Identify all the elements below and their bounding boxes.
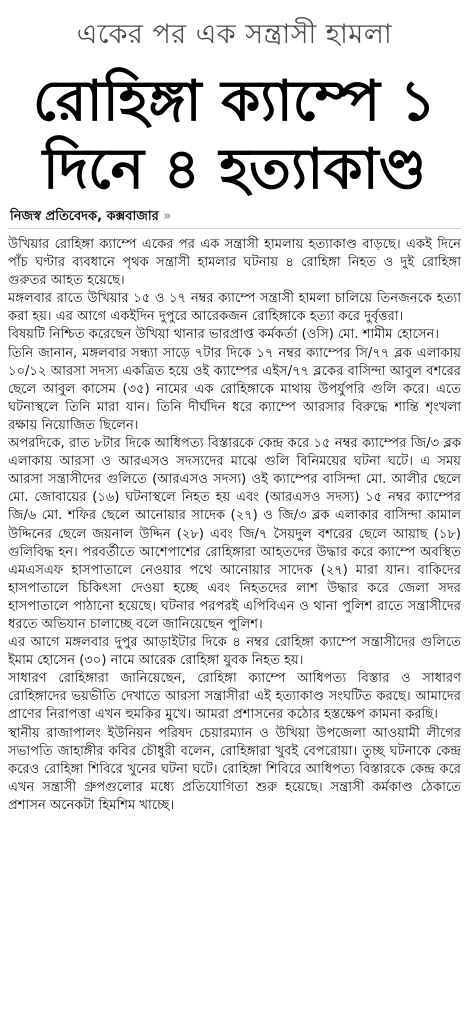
byline [10,208,459,226]
paragraph: অপরদিকে, রাত ৮টার দিকে আধিপত্য বিস্তারকে কেন্দ্র করে ১৫ নম্বর ক্যাম্পের জি/৩ ব্লক এলাকায় আরসা ও আরএসও সদস্যদের মাঝে গুলি বিনিময়ের ঘটনা ঘটে। এ সময় আরসা সন্ত্রাসীদের গুলিতে (আরএসও সদস্য) ওই ক্যাম্পের বাসিন্দা মো. আলীর ছেলে মো. জোবায়ের (১৬) ঘটনাস্থলে নিহত হয় এবং (আরএসও সদস্য) ১৫ নম্বর ক্যাম্পের জি/৬ মো. শফির ছেলে আনোয়ার সাদেক (২৭) ও জি/৩ ব্লক এলাকার বাসিন্দা কামাল উদ্দিনের ছেলে জয়নাল উদ্দিন (২৮) এবং জি/৭ সৈয়দুল বশরের ছেলে আয়াছ (১৮) গুলিবিদ্ধ হন। পরবর্তীতে আশেপাশের রোহিঙ্গারা আহতদের উদ্ধার করে ক্যাম্পে অবস্থিত এমএসএফ হাসপাতালে নেওয়ার পথে আনোয়ার সাদেক (২৭) মারা যান। বাকিদের হাসপাতালে চিকিৎসা দেওয়া হচ্ছে এবং নিহতদের লাশ উদ্ধার করে জেলা সদর হাসপাতালে পাঠানো হয়েছে। ঘটনার পরপরই এপিবিএন ও থানা পুলিশ রাতে সন্ত্রাসীদের ধরতে অভিযান চালাচ্ছে বলে জানিয়েছেন পুলিশ। [8,436,461,632]
headline-line-2: দিনে ৪ হত্যাকাণ্ড [42,137,427,202]
paragraph: সাধারণ রোহিঙ্গারা জানিয়েছেন, রোহিঙ্গা ক্যাম্পে আধিপত্য বিস্তার ও সাধারণ রোহিঙ্গাদের ভয়ভীতি দেখাতে আরসা সন্ত্রাসীরা এই হত্যাকাণ্ড সংঘটিত করছে। আমাদের প্রাণের নিরাপত্তা এখন হুমকির মুখে। আমরা প্রশাসনের কঠোর হস্তক্ষেপ কামনা করছি। [8,671,461,723]
byline-divider [8,228,461,229]
paragraph: উখিয়ার রোহিঙ্গা ক্যাম্পে একের পর এক সন্ত্রাসী হামলায় হত্যাকাণ্ড বাড়ছে। একই দিনে পাঁচ ঘণ্টার ব্যবধানে পৃথক সন্ত্রাসী হামলার ঘটনায় ৪ রোহিঙ্গা নিহত ও দুই রোহিঙ্গা গুরুতর আহত হয়েছে। [8,237,461,289]
article-body [8,236,461,815]
paragraph: তিনি জানান, মঙ্গলবার সন্ধ্যা সাড়ে ৭টার দিকে ১৭ নম্বর ক্যাম্পের সি/৭৭ ব্লক এলাকায় ১০/১২ আরসা সদস্য একত্রিত হয়ে ওই ক্যাম্পের এইস/৭৭ ব্লকের বাসিন্দা আবুল বশরের ছেলে আবুল কাসেম (৩৫) নামের এক রোহিঙ্গাকে মাথায় উপর্যুপরি গুলি করে। এতে ঘটনাস্থলে তিনি মারা যান। তিনি দীর্ঘদিন ধরে ক্যাম্পে আরসার বিরুদ্ধে শান্তি শৃংখলা রক্ষায় নিয়োজিত ছিলেন। [8,345,461,433]
main-headline [6,68,463,204]
headline-line-1: রোহিঙ্গা ক্যাম্পে ১ [33,69,436,134]
byline-text: নিজস্ব প্রতিবেদক, কক্সবাজার [10,209,159,224]
paragraph: স্থানীয় রাজাপালং ইউনিয়ন পরিষদ চেয়ারম্যান ও উখিয়া উপজেলা আওয়ামী লীগের সভাপতি জাহাঙ্গীর কবির চৌধুরী বলেন, রোহিঙ্গারা খুবই বেপরোয়া। তুচ্ছ ঘটনাকে কেন্দ্র করেও রোহিঙ্গা শিবিরে খুনের ঘটনা ঘটে। রোহিঙ্গা শিবিরে আধিপত্য বিস্তারকে কেন্দ্র করে এখন সন্ত্রাসী গ্রুপগুলোর মধ্যে প্রতিযোগিতা শুরু হয়েছে। সন্ত্রাসী কর্মকাণ্ড ঠেকাতে প্রশাসন অনেকটা হিমশিম খাচ্ছে। [8,725,461,813]
kicker-headline: একের পর এক সন্ত্রাসী হামলা [76,19,393,50]
byline-arrow-icon: » [163,209,172,224]
paragraph: এর আগে মঙ্গলবার দুপুর আড়াইটার দিকে ৪ নম্বর রোহিঙ্গা ক্যাম্পে সন্ত্রাসীদের গুলিতে ইমাম হোসেন (৩০) নামে আরেক রোহিঙ্গা যুবক নিহত হয়। [8,635,461,669]
paragraph: বিষয়টি নিশ্চিত করেছেন উখিয়া থানার ভারপ্রাপ্ত কর্মকর্তা (ওসি) মো. শামীম হোসেন। [8,327,440,343]
paragraph: মঙ্গলবার রাতে উখিয়ার ১৫ ও ১৭ নম্বর ক্যাম্পে সন্ত্রাসী হামলা চালিয়ে তিনজনকে হত্যা করা হয়। এর আগে একইদিন দুপুরে আরেকজন রোহিঙ্গাকে হত্যা করে দুর্বৃত্তরা। [8,291,461,325]
